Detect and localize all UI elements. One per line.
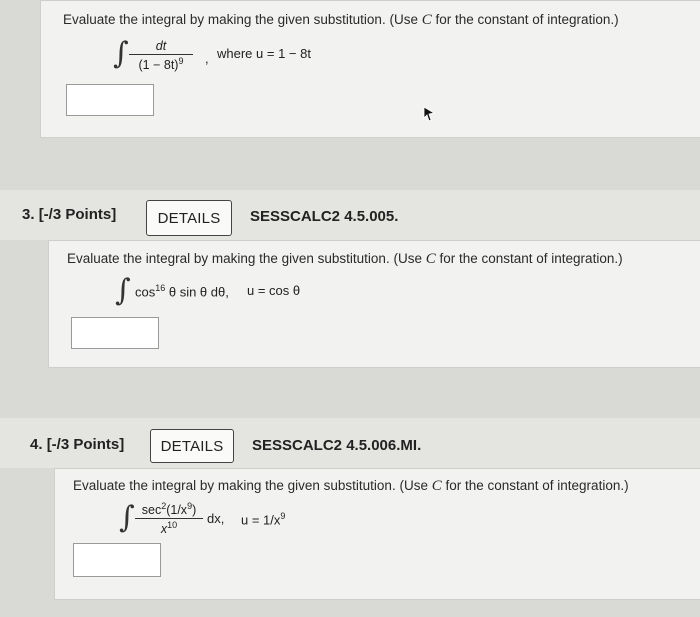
problem-3-integrand: $\cos^{16} \theta$ sin θ dθ, (135, 283, 229, 300)
problem-2-comma: , (205, 51, 209, 66)
problem-2-answer-input[interactable] (66, 84, 154, 116)
problem-4-code: SESSCALC2 4.5.006.MI. (252, 437, 422, 454)
integral-sign: ∫ (119, 500, 135, 535)
problem-4-fraction: $\sec^2(1/x^9)$ $x^{10}$ (135, 501, 203, 536)
problem-2-fraction: dt $(1 - 8t)^9$ (129, 39, 193, 72)
integral-sign: ∫ (115, 273, 131, 308)
problem-4-details-button[interactable]: DETAILS (150, 429, 234, 463)
problem-4-substitution: $u = 1/x^9$ (241, 511, 286, 528)
problem-3-panel (48, 240, 700, 368)
problem-2-prompt: Evaluate the integral by making the given substitution. (Use C for the constant of integration.) (63, 12, 619, 28)
problem-3-answer-input[interactable] (71, 317, 159, 349)
problem-4-prompt: Evaluate the integral by making the given substitution. (Use C for the constant of integration.) (73, 478, 629, 494)
problem-3-code: SESSCALC2 4.5.005. (250, 208, 399, 225)
problem-3-substitution: u = cos θ (247, 283, 301, 298)
problem-4-panel (54, 468, 700, 600)
problem-3-details-button[interactable]: DETAILS (146, 200, 232, 236)
problem-4-answer-input[interactable] (73, 543, 161, 577)
problem-2-substitution: where u = 1 − 8t (217, 46, 311, 61)
mouse-cursor-icon (422, 106, 436, 122)
integral-sign: ∫ (113, 36, 129, 71)
problem-4-points: 4. [-/3 Points] (30, 436, 125, 453)
problem-4-differential: dx, (207, 511, 225, 526)
problem-3-prompt: Evaluate the integral by making the given substitution. (Use C for the constant of integration.) (67, 251, 623, 267)
problem-2-panel (40, 0, 700, 138)
problem-3-points: 3. [-/3 Points] (22, 206, 117, 223)
